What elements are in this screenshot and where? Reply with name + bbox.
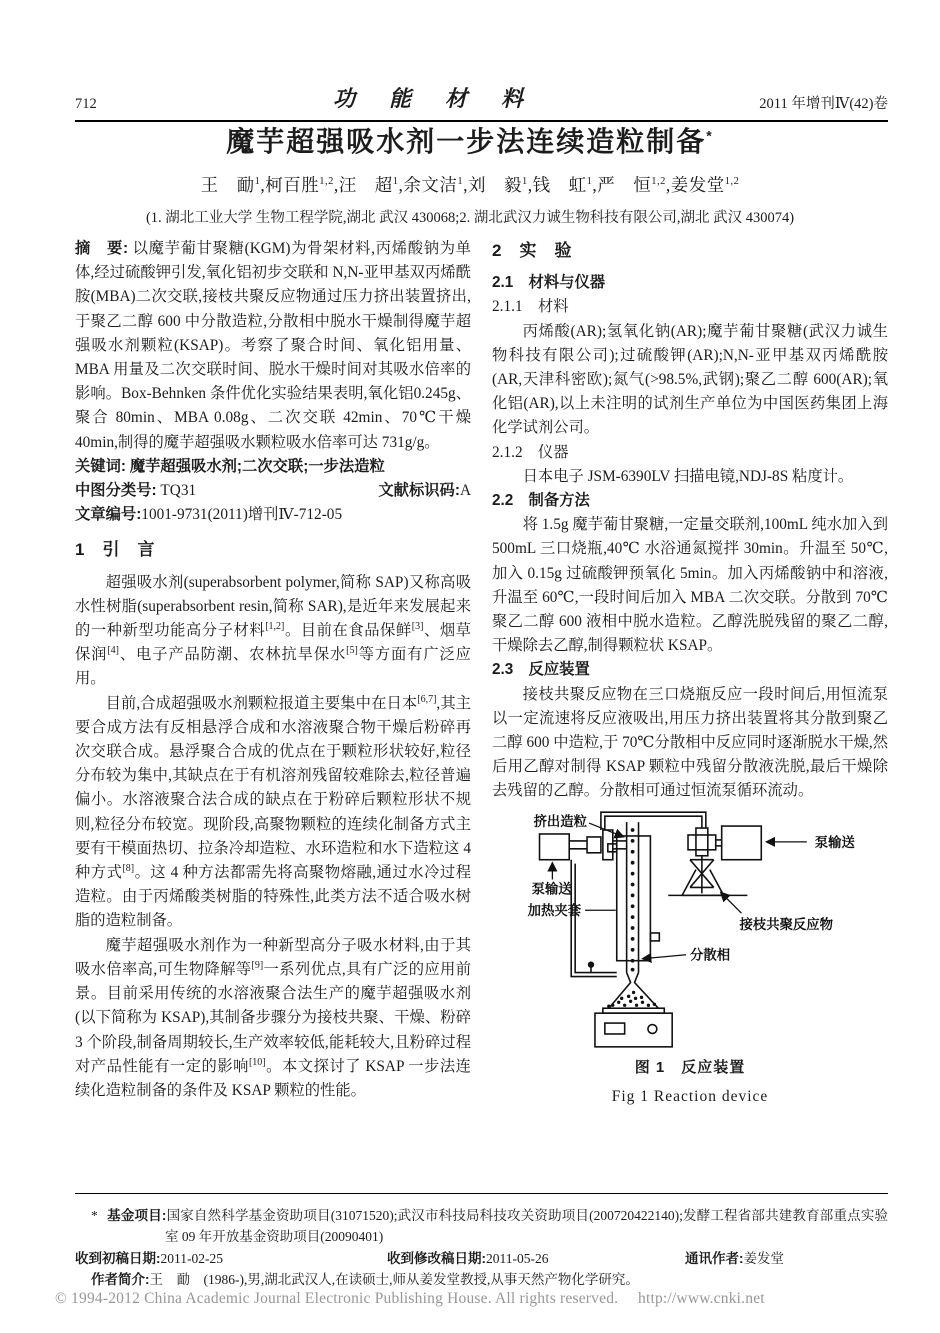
citation-ref: [3] [411, 620, 424, 632]
article-id-value: 1001-9731(2011)增刊Ⅳ-712-05 [141, 506, 343, 524]
footnote-block [75, 1193, 888, 1290]
article-title: 魔芋超强吸水剂一步法连续造粒制备* [226, 126, 714, 157]
label-heating-jacket: 加热夹套 [527, 902, 582, 918]
copyright-line: © 1994-2012 China Academic Journal Electronic Publishing House. All rights reserved. http://www.cnki.net [55, 1290, 765, 1307]
dates-line [75, 1248, 888, 1269]
section-1-heading: 1 引 言 [75, 540, 155, 560]
citation-ref: [4] [107, 645, 119, 657]
author-line [0, 172, 940, 197]
materials-paragraph: 丙烯酸(AR);氢氧化钠(AR);魔芋葡甘聚糖(武汉力诚生物科技有限公司);过硫酸钾(AR);N,N-亚甲基双丙烯酰胺(AR,天津科密欧);氮气(>98.5%,武钢);聚乙二醇 600(AR);氧化铝(AR),以上未注明的试剂生产单位为中国医药集团上海化学试剂公司。 [492, 322, 888, 437]
issue-info: 2011 年增刊Ⅳ(42)卷 [759, 96, 888, 112]
section-2-1-heading: 2.1 材料与仪器 [492, 274, 606, 292]
citation-ref: [1,2] [265, 620, 285, 632]
classification-line [75, 479, 471, 503]
author: 姜发堂$^{1,2}$ [670, 175, 740, 195]
right-valve [696, 828, 708, 856]
article-id-label: 文章编号: [75, 506, 142, 524]
label-dispersed-phase: 分散相 [690, 947, 731, 963]
affiliation-line: (1. 湖北工业大学 生物工程学院,湖北 武汉 430068;2. 湖北武汉力诚生物科技有限公司,湖北 武汉 430074) [145, 210, 795, 226]
author: 钱 虹$^1$, [532, 175, 598, 195]
particle-dots [607, 990, 656, 1007]
section-2-3-heading: 2.3 反应装置 [492, 661, 590, 679]
instruments-paragraph: 日本电子 JSM-6390LV 扫描电镜,NDJ-8S 粘度计。 [522, 467, 854, 485]
droplet-dots [631, 828, 635, 971]
right-column [492, 237, 888, 1109]
section-2-1-2-heading: 2.1.2 仪器 [492, 443, 569, 461]
author: 汪 超$^1$, [338, 175, 404, 195]
doc-code-value: A [459, 482, 471, 500]
preparation-paragraph: 将 1.5g 魔芋葡甘聚糖,一定量交联剂,100mL 纯水加入到 500mL 三口烧瓶,40℃ 水浴通氮搅拌 30min。升温至 50℃,加入 0.15g 过硫酸钾预氧化 5min。加入丙烯酸钠中和溶液,升温至 60℃,一段时间后加入 MBA 二次交联。分散到 70℃聚乙二醇 600 液相中脱水造粒。乙醇洗脱残留的聚乙二醇,干燥除去乙醇,制得颗粒状 KSAP。 [492, 516, 888, 655]
author: 刘 毅$^1$, [468, 175, 533, 195]
article-id-line [75, 503, 471, 527]
citation-ref: [6,7] [417, 693, 437, 705]
figure-caption-cn: 图 1 反应装置 [634, 1058, 746, 1076]
clc-value: TQ31 [160, 482, 197, 500]
pump-box-left [540, 834, 570, 860]
section-2-2-heading: 2.2 制备方法 [492, 492, 590, 510]
abstract-text: 以魔芋葡甘聚糖(KGM)为骨架材料,丙烯酸钠为单体,经过硫酸钾引发,氧化铝初步交联和 N,N-亚甲基双丙烯酰胺(MBA)二次交联,接枝共聚反应物通过压力挤出装置挤出,于聚乙二醇 600 中分散造粒,分散相中脱水干燥制得魔芋超强吸水剂颗粒(KSAP)。考察了聚合时间、氧化铝用量、MBA 用量及二次交联时间、脱水干燥时间对其吸水倍率的影响。Box-Behnken 条件优化实验结果表明,氧化铝0.245g、聚合 80min、MBA 0.08g、二次交联 42min、70℃干燥 40min,制得的魔芋超强吸水颗粒吸水倍率可达 731g/g。 [75, 240, 471, 451]
article-body [75, 237, 888, 1109]
intro-paragraph-2: 目前,合成超强吸水剂颗粒报道主要集中在日本[6,7],其主要合成方法有反相悬浮合成和水溶液聚合物干燥后粉碎再次交联合成。悬浮聚合合成的优点在于颗粒形状较好,粒径分布较为集中,其缺点在于有机溶剂残留较难除去,粒径普遍偏小。水溶液聚合法合成的缺点在于粉碎后颗粒形状不规则,粒径分布较宽。现阶段,高聚物颗粒的连续化制备方式主要有干模面热切、拉条冷却造粒、水环造粒和水下造粒这 4 种方式[8]。这 4 种方法都需先将高聚物熔融,通过水冷过程造粒。由于丙烯酸类树脂的特殊性,此类方法不适合吸水树脂的造粒制备。 [75, 693, 472, 930]
left-column [75, 237, 471, 1109]
author: 王 勔$^1$, [200, 175, 266, 195]
funding-note [75, 1205, 888, 1247]
funding-text: 国家自然科学基金资助项目(31071520);武汉市科技局科技攻关资助项目(200720422140);发酵工程省部共建教育部重点实验室 09 年开放基金资助项目(20090401) [165, 1208, 889, 1244]
corresponding-author: 姜发堂 [743, 1251, 784, 1266]
label-extrude-granulation: 挤出造粒 [533, 813, 588, 829]
funding-label: 基金项目: [107, 1208, 167, 1223]
page-number: 712 [75, 96, 97, 112]
label-pump-left: 泵输送 [531, 881, 572, 897]
pump-box-right [722, 826, 762, 860]
author: 柯百胜$^{1,2}$, [265, 175, 339, 195]
hot-plate [595, 1013, 672, 1047]
clc-label: 中图分类号: [75, 482, 157, 500]
received-label: 收到初稿日期: [75, 1251, 161, 1266]
figure-1 [492, 808, 888, 1109]
bio-label: 作者简介: [91, 1272, 150, 1287]
keywords-label: 关键词: [75, 457, 126, 475]
corresponding-author-label: 通讯作者: [685, 1251, 744, 1266]
author: 严 恒$^{1,2}$, [597, 175, 671, 195]
reaction-device-figure [492, 808, 888, 1054]
label-pump-right: 泵输送 [814, 834, 855, 850]
device-paragraph: 接枝共聚反应物在三口烧瓶反应一段时间后,用恒流泵以一定流速将反应液吸出,用压力挤出装置将其分散到聚乙二醇 600 中造粒,于 70℃分散相中反应同时逐渐脱水干燥,然后用乙醇对制得 KSAP 颗粒中残留分散液洗脱,最后干燥除去残留的乙醇。分散相可通过恒流泵循环流动。 [492, 685, 888, 800]
section-2-1-1-heading: 2.1.1 材料 [492, 298, 569, 316]
heating-jacket-shape [617, 836, 651, 961]
revised-label: 收到修改稿日期: [387, 1251, 486, 1266]
doc-code-label: 文献标识码: [378, 482, 460, 500]
keywords [75, 455, 471, 479]
author: 余文洁$^1$, [403, 175, 468, 195]
citation-ref: [9] [251, 959, 264, 971]
bio-text: 王 勔 (1986-),男,湖北武汉人,在读硕士,师从姜发堂教授,从事天然产物化学研究。 [149, 1272, 639, 1287]
keywords-text: 魔芋超强吸水剂;二次交联;一步法造粒 [129, 457, 385, 475]
intro-paragraph-3: 魔芋超强吸水剂作为一种新型高分子吸水材料,由于其吸水倍率高,可生物降解等[9]一系列优点,具有广泛的应用前景。目前采用传统的水溶液聚合法生产的魔芋超强吸水剂(以下简称为 KSAP),其制备步骤分为接枝共聚、干燥、粉碎 3 个阶段,制备周期较长,生产效率较低,能耗较大,且粉碎过程对产品性能有一定的影响[10]。本文探讨了 KSAP 一步法连续化造粒制备的条件及 KSAP 颗粒的性能。 [75, 936, 471, 1099]
journal-name: 功能材料 [333, 86, 558, 111]
revised-date: 2011-05-26 [486, 1251, 549, 1266]
received-date: 2011-02-25 [160, 1251, 223, 1266]
label-graft-reactant: 接枝共聚反应物 [739, 916, 834, 932]
page-header [75, 82, 888, 122]
figure-caption-en: Fig 1 Reaction device [611, 1087, 769, 1105]
footnote-star: * [91, 1208, 98, 1223]
citation-ref: [5] [346, 645, 358, 657]
abstract-label: 摘 要: [75, 240, 129, 257]
intro-paragraph-1: 超强吸水剂(superabsorbent polymer,简称 SAP)又称高吸水性树脂(superabsorbent resin,简称 SAR),是近年来发展起来的一种新型功能高分子材料[1,2]。目前在食品保鲜[3]、烟草保润[4]、电子产品防潮、农林抗旱保水[5]等方面有广泛应用。 [75, 573, 471, 688]
title-footnote-marker: * [706, 127, 714, 144]
section-2-heading: 2 实 验 [492, 241, 572, 260]
citation-ref: [10] [248, 1056, 266, 1068]
abstract [75, 237, 471, 455]
citation-ref: [8] [122, 862, 135, 874]
